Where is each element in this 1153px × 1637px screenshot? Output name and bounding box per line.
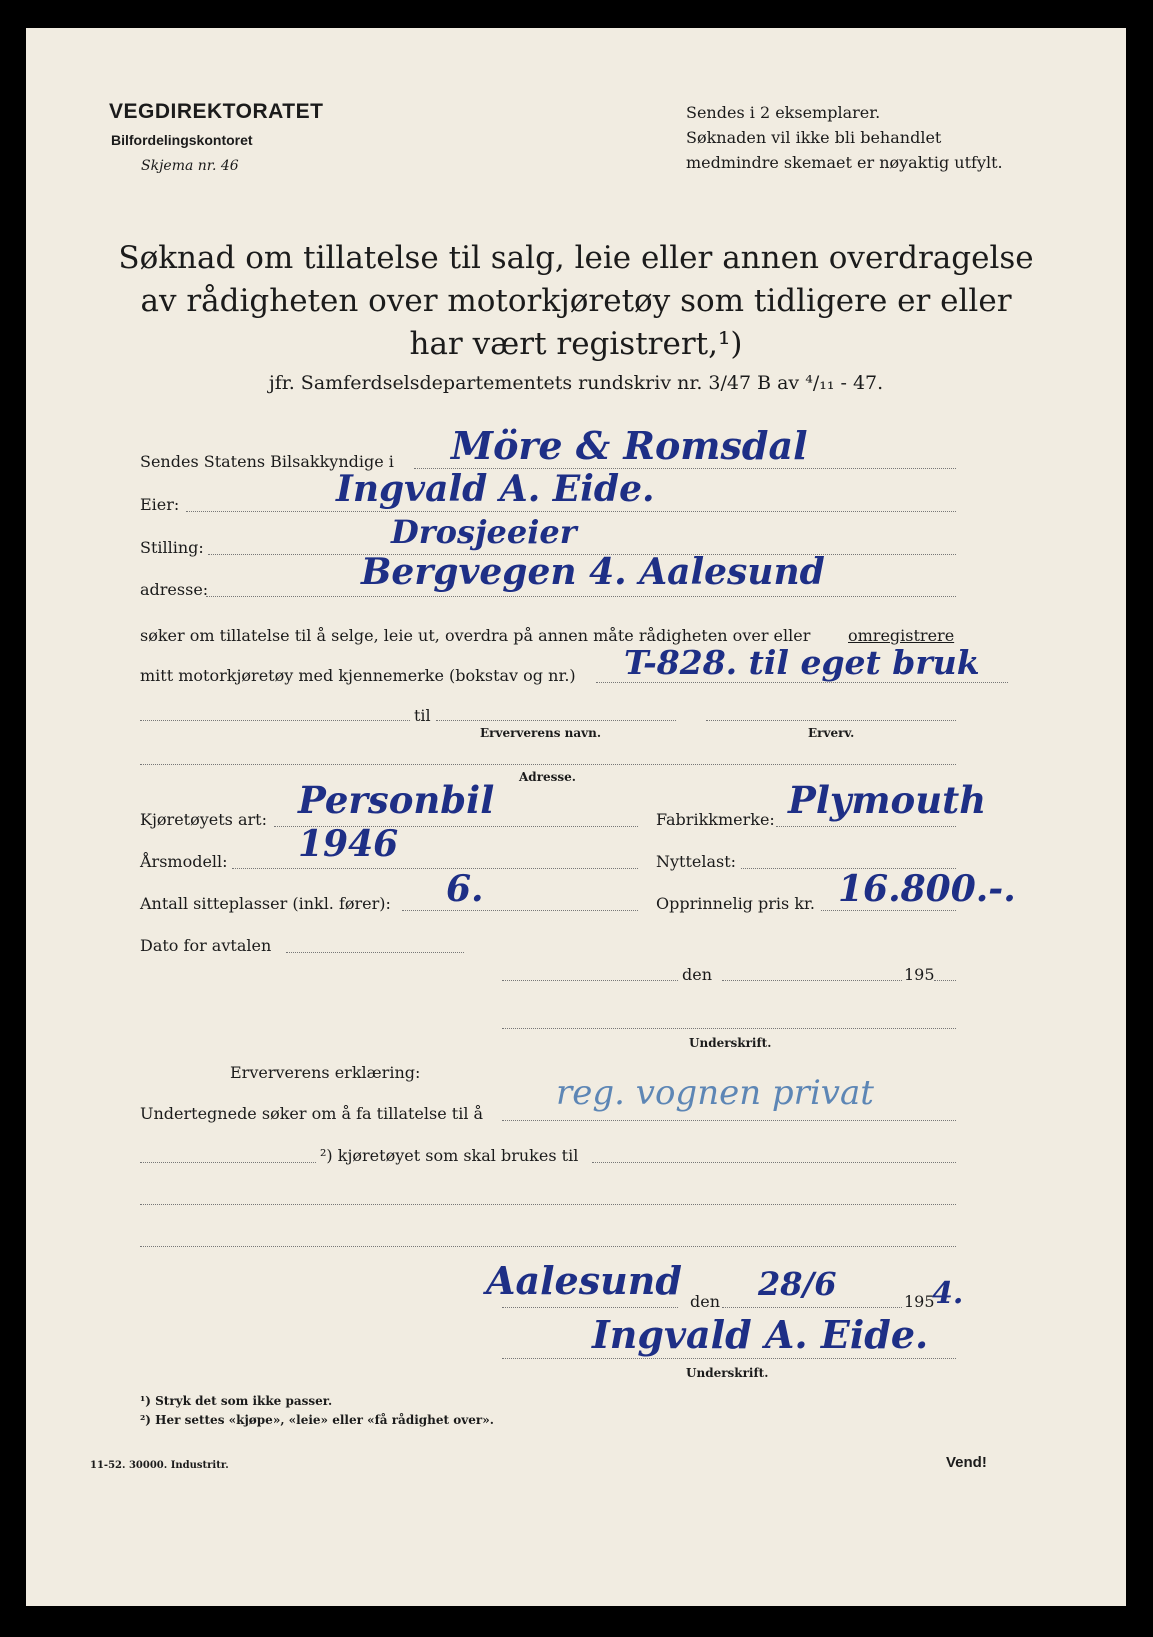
acquirer-name-caption: Erververens navn. — [480, 726, 601, 740]
owner-label: Eier: — [140, 495, 180, 514]
declaration-line-1: Undertegnede søker om å fa tillatelse til å — [140, 1104, 484, 1123]
declaration-line-3 — [140, 1204, 956, 1205]
turn-over-label: Vend! — [946, 1454, 987, 1471]
address-value: Bergvegen 4. Aalesund — [361, 551, 825, 593]
sent-to-value: Möre & Romsdal — [451, 423, 808, 468]
signature2-date-value: 28/6 — [758, 1265, 837, 1303]
model-year-value: 1946 — [298, 823, 399, 865]
signature1-caption: Underskrift. — [689, 1036, 772, 1050]
request-line-1: søker om tillatelse til å selge, leie ut, overdra på annen måte rådigheten over eller — [140, 626, 811, 645]
signature1-year-prefix: 195 — [904, 965, 935, 984]
signature2-date-line — [722, 1307, 902, 1308]
seats-line — [402, 910, 638, 911]
address-caption: Adresse. — [519, 770, 576, 784]
declaration-line-2-prefix — [140, 1162, 316, 1163]
original-price-label: Opprinnelig pris kr. — [656, 894, 815, 913]
signature2-den-label: den — [690, 1292, 721, 1311]
acquirer-prefix-line — [140, 720, 410, 721]
signature2-value: Ingvald A. Eide. — [592, 1312, 929, 1357]
signature1-year-line — [934, 980, 956, 981]
to-label: til — [414, 706, 431, 725]
signature2-year-prefix: 195 — [904, 1292, 935, 1311]
form-page — [26, 28, 1126, 1606]
make-line — [776, 826, 956, 827]
circular-reference: jfr. Samferdselsdepartementets rundskriv nr. 3/47 B av ⁴/₁₁ - 47. — [268, 372, 884, 394]
model-year-line — [232, 868, 638, 869]
owner-line — [186, 511, 956, 512]
title-line-1: Søknad om tillatelse til salg, leie eller annen overdragelse — [118, 240, 1034, 276]
signature2-place-value: Aalesund — [486, 1258, 682, 1303]
model-year-label: Årsmodell: — [140, 852, 228, 871]
original-price-value: 16.800.-. — [838, 868, 1016, 910]
payload-label: Nyttelast: — [656, 852, 737, 871]
position-label: Stilling: — [140, 538, 204, 557]
request-reregister-option: omregistrere — [848, 626, 955, 645]
declaration-line-1-fill — [502, 1120, 956, 1121]
vehicle-type-label: Kjøretøyets art: — [140, 810, 267, 829]
declaration-value: reg. vognen privat — [556, 1073, 874, 1113]
seats-label: Antall sitteplasser (inkl. fører): — [140, 894, 391, 913]
agency-name: VEGDIREKTORATET — [109, 100, 324, 123]
footnote-1: ¹) Stryk det som ikke passer. — [140, 1394, 333, 1408]
declaration-line-4 — [140, 1246, 956, 1247]
acquirer-name-line — [436, 720, 676, 721]
signature1-den-label: den — [682, 965, 713, 984]
vehicle-type-value: Personbil — [298, 778, 495, 822]
plate-value: T-828. til eget bruk — [624, 643, 980, 682]
seats-value: 6. — [446, 868, 484, 910]
request-line-2: mitt motorkjøretøy med kjennemerke (bokstav og nr.) — [140, 666, 576, 685]
signature1-place-line — [502, 980, 678, 981]
declaration-heading: Erververens erklæring: — [230, 1063, 421, 1082]
sent-to-label: Sendes Statens Bilsakkyndige i — [140, 452, 394, 471]
original-price-line — [821, 910, 956, 911]
signature2-year-suffix: 4. — [932, 1276, 964, 1311]
office-name: Bilfordelingskontoret — [111, 132, 253, 148]
declaration-line-2-fill — [592, 1162, 956, 1163]
signature1-line — [502, 1028, 956, 1029]
signature2-place-line — [502, 1307, 678, 1308]
address-label: adresse: — [140, 580, 209, 599]
address-line — [206, 596, 956, 597]
instruction-line-1: Sendes i 2 eksemplarer. — [686, 103, 881, 122]
make-value: Plymouth — [788, 778, 987, 822]
title-line-2: av rådigheten over motorkjøretøy som tidligere er eller — [140, 283, 1012, 319]
signature1-date-line — [722, 980, 902, 981]
acquirer-address-line — [140, 764, 956, 765]
agreement-date-label: Dato for avtalen — [140, 936, 272, 955]
instruction-line-2: Søknaden vil ikke bli behandlet — [686, 128, 942, 147]
plate-line — [596, 682, 1008, 683]
footnote-2: ²) Her settes «kjøpe», «leie» eller «få rådighet over». — [140, 1413, 494, 1427]
owner-value: Ingvald A. Eide. — [336, 468, 655, 510]
signature2-caption: Underskrift. — [686, 1366, 769, 1380]
form-number: Skjema nr. 46 — [141, 158, 239, 174]
print-info: 11-52. 30000. Industritr. — [90, 1460, 229, 1471]
occupation-line — [706, 720, 956, 721]
agreement-date-line — [286, 952, 464, 953]
occupation-caption: Erverv. — [808, 726, 855, 740]
title-line-3: har vært registrert,¹) — [409, 326, 743, 362]
instruction-line-3: medmindre skemaet er nøyaktig utfylt. — [686, 153, 1003, 172]
position-value: Drosjeeier — [391, 513, 577, 551]
make-label: Fabrikkmerke: — [656, 810, 775, 829]
declaration-line-2: ²) kjøretøyet som skal brukes til — [320, 1146, 579, 1165]
signature2-line — [502, 1358, 956, 1359]
